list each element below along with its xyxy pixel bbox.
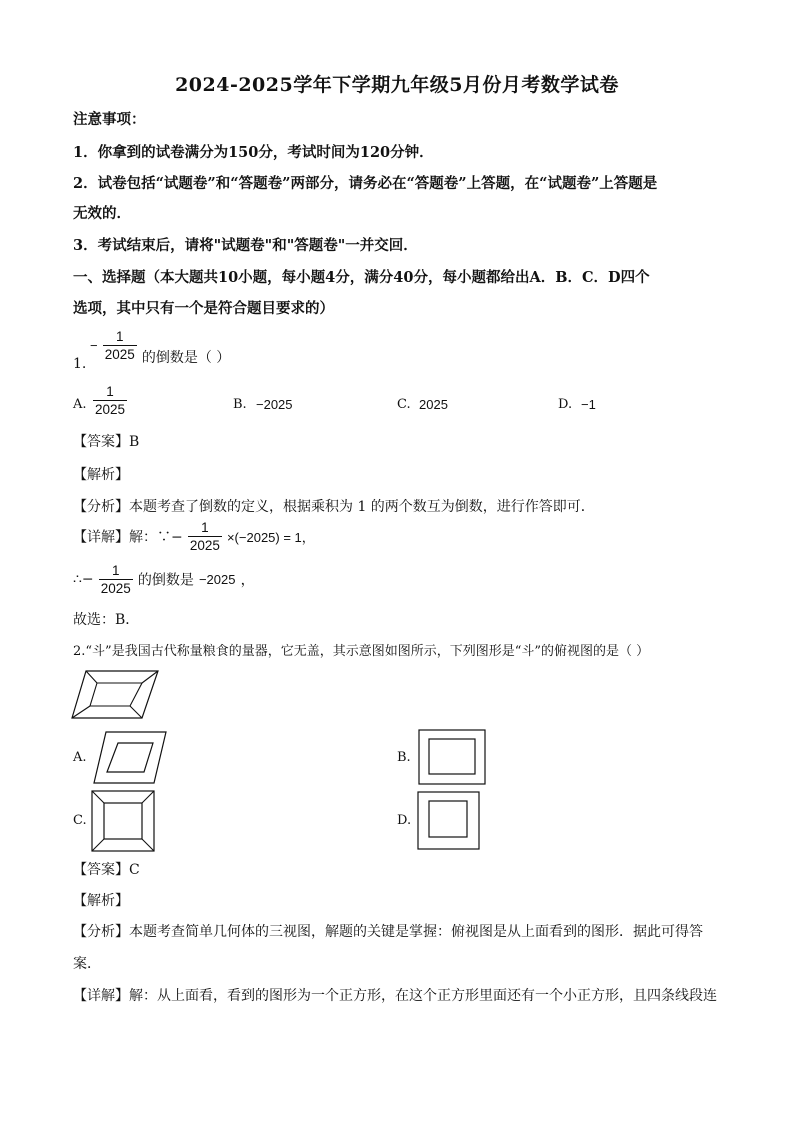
option-b-label: B. [397, 750, 411, 765]
page-title: 2024-2025学年下学期九年级5月份月考数学试卷 [175, 74, 619, 96]
fraction-numerator: 1 [103, 328, 137, 346]
dou-figure [70, 666, 162, 724]
fraction [93, 383, 127, 418]
question-1-suffix: 的倒数是（ ） [141, 350, 231, 366]
analysis-heading: 【解析】 [73, 893, 129, 909]
fraction-denominator: 2025 [100, 581, 131, 596]
dou-top-rim [72, 671, 158, 718]
option-b-value: −2025 [256, 397, 293, 412]
fraction-denominator: 2025 [189, 538, 220, 553]
solution-equation: ×(−2025) = 1， [226, 530, 315, 545]
option-d-value: −1 [581, 397, 596, 412]
option-c-value: 2025 [419, 397, 448, 412]
option-c-label: C. [397, 397, 411, 412]
notice-item-2: 2．试卷包括“试题卷”和“答题卷”两部分，请务必在“答题卷”上答题，在“试题卷”上答题是 [73, 175, 658, 192]
therefore-end: ， [240, 572, 255, 589]
analysis-text: 【分析】本题考查简单几何体的三视图，解题的关键是掌握：俯视图是从上面看到的图形．据此可得答 [73, 924, 703, 940]
answer-label: 【答案】B [73, 434, 140, 450]
option-a-label: A. [73, 750, 87, 765]
detailed-solution [73, 519, 315, 554]
question-2-stem: 2.“斗”是我国古代称量粮食的量器，它无盖，其示意图如图所示，下列图形是“斗”的俯视图的是（ ） [73, 644, 650, 659]
notice-item-2-cont: 无效的． [73, 205, 131, 222]
option-d-figure [417, 791, 480, 850]
detailed-solution: 【详解】解：从上面看，看到的图形为一个正方形，在这个正方形里面还有一个小正方形，且四条线段连 [73, 988, 717, 1004]
option-a-figure [92, 730, 170, 786]
solution-therefore [73, 562, 255, 597]
option-b-figure [418, 729, 486, 785]
fraction-numerator: 1 [188, 519, 222, 537]
fraction [99, 562, 133, 597]
analysis-text: 【分析】本题考查了倒数的定义，根据乘积为 1 的两个数互为倒数，进行作答即可． [73, 499, 595, 515]
fraction-denominator: 2025 [95, 402, 126, 417]
minus-sign: − [90, 338, 98, 353]
fraction [103, 328, 137, 363]
solution-prefix: 【详解】解：∵− [73, 529, 183, 546]
therefore-prefix: ∴− [73, 571, 94, 588]
option-b-label: B. [233, 397, 247, 412]
answer-label: 【答案】C [73, 862, 140, 878]
notice-item-3: 3．考试结束后，请将"试题卷"和"答题卷"一并交回． [73, 237, 418, 254]
therefore-suffix: 的倒数是 [137, 572, 194, 589]
analysis-text-cont: 案． [73, 956, 101, 972]
option-c-label: C. [73, 813, 87, 828]
analysis-heading: 【解析】 [73, 467, 129, 483]
option-c-figure [91, 790, 156, 852]
fraction [188, 519, 222, 554]
fraction-numerator: 1 [99, 562, 133, 580]
option-a-value [93, 383, 127, 418]
therefore-value: −2025 [198, 572, 236, 587]
notice-heading: 注意事项： [73, 111, 146, 128]
option-d-label: D. [558, 397, 573, 412]
fraction-denominator: 2025 [104, 347, 135, 362]
notice-item-1: 1．你拿到的试卷满分为150分，考试时间为120分钟． [73, 144, 434, 161]
question-1-number: 1. [73, 356, 87, 372]
dou-bottom [90, 683, 142, 706]
section-heading: 一、选择题（本大题共10小题，每小题4分，满分40分，每小题都给出A．B．C．D四个 [73, 269, 650, 286]
section-heading-cont: 选项，其中只有一个是符合题目要求的） [73, 300, 334, 317]
fraction-numerator: 1 [93, 383, 127, 401]
question-1-stem [90, 328, 230, 367]
choice-statement: 故选：B． [73, 612, 140, 628]
option-d-label: D. [397, 813, 412, 828]
option-a-label: A. [73, 397, 87, 412]
